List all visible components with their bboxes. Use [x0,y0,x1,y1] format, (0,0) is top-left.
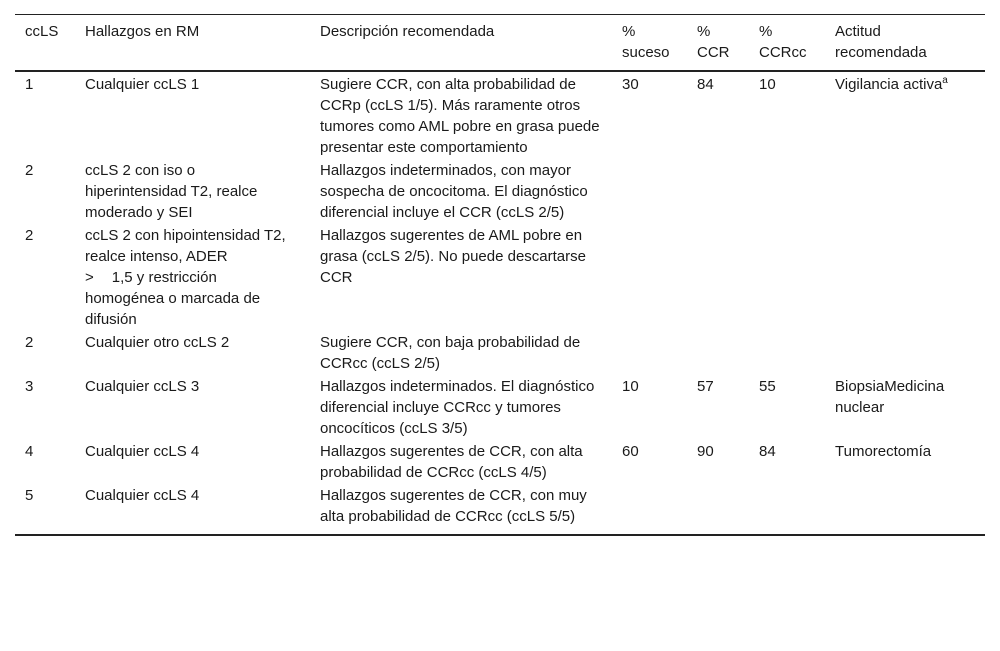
cell-ccr [687,331,749,375]
cell-actitud: BiopsiaMedicina nuclear [835,378,945,416]
cell-ccr [687,484,749,535]
cell-cclS: 5 [25,487,34,504]
cell-cclS: 2 [25,334,34,351]
hallazgos-text-b: 1,5 y restricción homogénea o marcada de difusión [85,269,261,328]
header-descripcion: Descripción recomendada [320,23,495,40]
cell-descripcion: Hallazgos sugerentes de CCR, con muy alta probabilidad de CCRcc (ccLS 5/5) [320,487,587,525]
cell-suceso: 10 [622,378,639,395]
table-container [15,14,985,536]
cclS-table [15,14,985,536]
cell-cclS: 2 [25,162,34,179]
cell-hallazgos: Cualquier ccLS 3 [85,378,200,395]
cell-suceso [612,224,687,331]
cell-actitud [825,484,985,535]
cell-ccr: 84 [697,76,714,93]
cell-ccr: 57 [697,378,714,395]
cell-hallazgos: Cualquier otro ccLS 2 [85,334,230,351]
header-cclS: ccLS [25,23,59,40]
cell-actitud [825,71,985,159]
cell-suceso [612,159,687,224]
table-row [15,440,985,484]
cell-ccrcc [749,331,825,375]
header-ccrcc: % CCRcc [759,23,807,61]
cell-ccrcc: 84 [759,443,776,460]
table-row [15,484,985,535]
cell-suceso: 30 [622,76,639,93]
cell-descripcion: Hallazgos sugerentes de CCR, con alta probabilidad de CCRcc (ccLS 4/5) [320,443,583,481]
cell-hallazgos: Cualquier ccLS 1 [85,76,200,93]
cell-cclS: 3 [25,378,34,395]
table-row [15,159,985,224]
cell-actitud [825,331,985,375]
header-ccr: % CCR [697,23,730,61]
cell-descripcion: Sugiere CCR, con baja probabilidad de CCRcc (ccLS 2/5) [320,334,581,372]
cell-ccrcc [749,484,825,535]
header-suceso: % suceso [622,23,670,61]
cell-hallazgos: Cualquier ccLS 4 [85,487,200,504]
header-row [15,15,985,72]
cell-suceso: 60 [622,443,639,460]
cell-ccrcc: 10 [759,76,776,93]
cell-descripcion: Sugiere CCR, con alta probabilidad de CCRp (ccLS 1/5). Más raramente otros tumores como AML pobre en grasa puede presentar este comportamiento [320,76,600,156]
actitud-text: Vigilancia activa [835,76,943,93]
table-row [15,375,985,440]
cell-hallazgos [75,224,310,331]
cell-descripcion: Hallazgos sugerentes de AML pobre en grasa (ccLS 2/5). No puede descartarse CCR [320,227,586,286]
cell-ccr: 90 [697,443,714,460]
table-row [15,224,985,331]
cell-suceso [612,331,687,375]
header-hallazgos: Hallazgos en RM [85,23,200,40]
cell-descripcion: Hallazgos indeterminados, con mayor sospecha de oncocitoma. El diagnóstico diferencial incluye el CCR (ccLS 2/5) [320,162,588,221]
cell-hallazgos: ccLS 2 con iso o hiperintensidad T2, realce moderado y SEI [85,162,258,221]
cell-hallazgos: Cualquier ccLS 4 [85,443,200,460]
cell-cclS: 4 [25,443,34,460]
greater-than-sign: > [85,269,94,286]
cell-ccrcc [749,224,825,331]
footnote-marker: a [942,75,948,86]
table-row [15,71,985,159]
cell-cclS: 1 [25,76,34,93]
cell-descripcion: Hallazgos indeterminados. El diagnóstico diferencial incluye CCRcc y tumores oncocíticos (ccLS 3/5) [320,378,595,437]
table-row [15,331,985,375]
cell-cclS: 2 [25,227,34,244]
cell-actitud [825,224,985,331]
hallazgos-text-a: ccLS 2 con hipointensidad T2, realce intenso, ADER [85,227,286,265]
cell-suceso [612,484,687,535]
header-actitud: Actitud recomendada [835,23,927,61]
cell-ccrcc: 55 [759,378,776,395]
cell-ccr [687,224,749,331]
cell-ccrcc [749,159,825,224]
cell-actitud [825,159,985,224]
cell-ccr [687,159,749,224]
cell-actitud: Tumorectomía [835,443,932,460]
